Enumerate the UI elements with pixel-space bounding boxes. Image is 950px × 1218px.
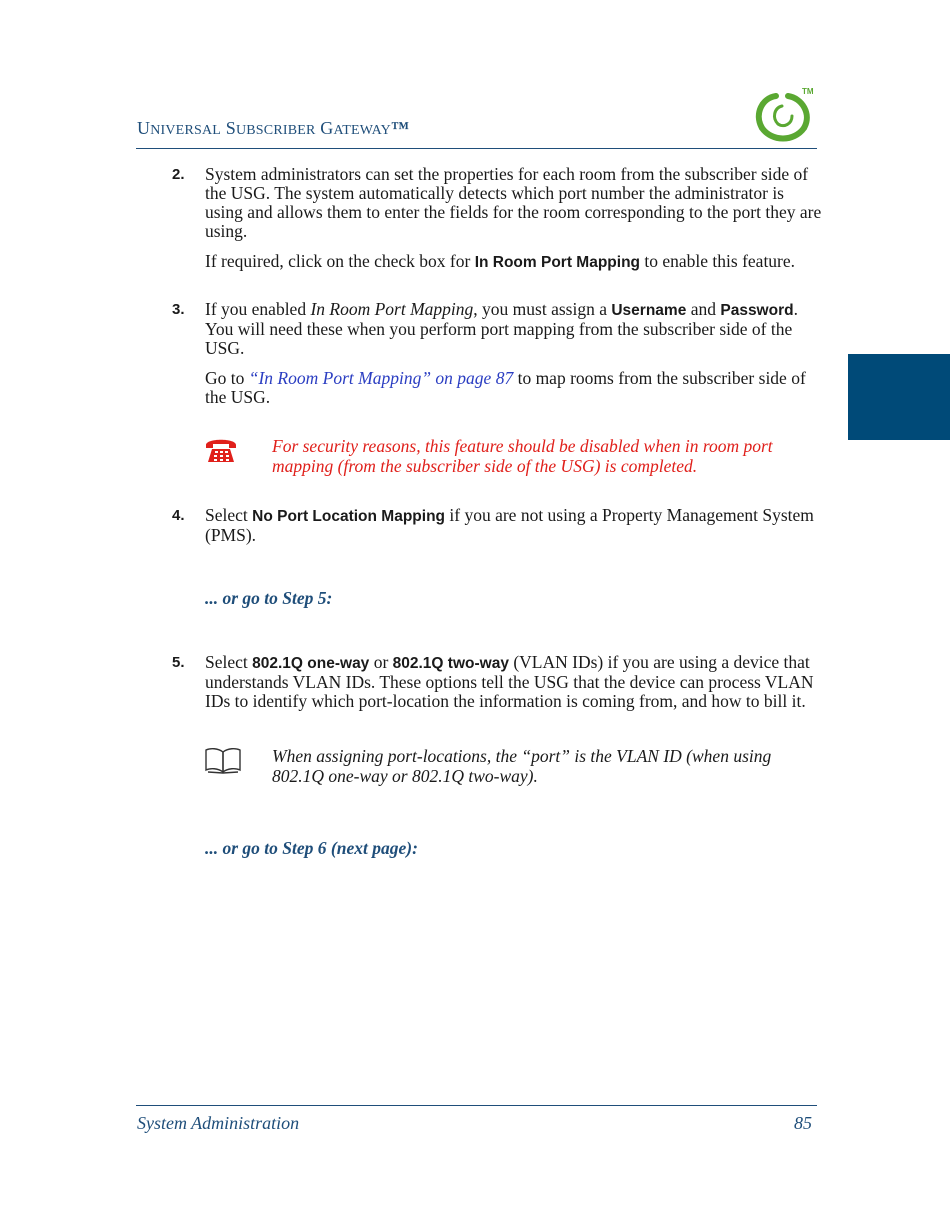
step-paragraph (205, 165, 822, 241)
ui-label-8021q-one-way: 802.1Q one-way (252, 655, 370, 672)
goto-step-6-link[interactable]: ... or go to Step 6 (next page): (205, 838, 418, 858)
step-paragraph (205, 300, 822, 358)
step-number: 2. (172, 166, 185, 183)
feature-name-italic: In Room Port Mapping (310, 299, 474, 319)
ui-label-no-port-location-mapping: No Port Location Mapping (252, 508, 446, 525)
step-paragraph (205, 252, 822, 272)
header-word-1-initial: U (137, 118, 151, 138)
goto-step-5-link[interactable]: ... or go to Step 5: (205, 588, 333, 608)
step-4 (172, 506, 822, 556)
ui-label-8021q-two-way: 802.1Q two-way (392, 655, 509, 672)
warning-text: For security reasons, this feature should be disabled when in room port mapping (from the subscriber side of the USG) is completed. (272, 436, 773, 476)
step-4-text: Select (205, 505, 253, 525)
step-paragraph (205, 506, 822, 545)
step-5-text: or (369, 652, 393, 672)
step-3-text: and (686, 299, 721, 319)
logo-tm-mark: TM (802, 87, 814, 96)
info-text: When assigning port-locations, the “port” is the VLAN ID (when using 802.1Q one-way or 802.1Q two-way). (272, 746, 772, 786)
step-2 (172, 165, 822, 283)
step-5-text: Select (205, 652, 253, 672)
open-book-icon (204, 746, 242, 779)
step-paragraph (205, 369, 822, 407)
ui-label-password: Password (720, 302, 794, 319)
step-2-text-after: to enable this feature. (640, 251, 796, 271)
step-3-text: Go to (205, 368, 249, 388)
info-note (204, 746, 824, 786)
footer-rule (136, 1105, 817, 1106)
header-word-1-rest: NIVERSAL (150, 123, 222, 138)
step-2-text-before: If required, click on the check box for (205, 251, 475, 271)
step-5-text: (VLAN IDs) if you are using a device that understands VLAN IDs. These options tell the USG that the device can process VLAN IDs to identify which port-location the information is coming from, and how to bill it. (205, 652, 814, 711)
swirl-logo-icon (748, 84, 820, 146)
cross-reference-link[interactable]: “In Room Port Mapping” on page 87 (248, 368, 514, 388)
step-3-text: , you must assign a (473, 299, 612, 319)
step-number: 3. (172, 301, 185, 318)
step-2-text: System administrators can set the properties for each room from the subscriber side of the USG. The system automatically detects which port number the administrator is using and allows them to enter the fields for the room corresponding to the port they are using. (205, 164, 822, 241)
footer-page-number: 85 (794, 1113, 812, 1133)
step-number: 5. (172, 654, 185, 671)
security-warning-note (204, 436, 824, 476)
step-3-text: to map rooms from the subscriber side of the USG. (205, 368, 806, 407)
footer-section-title: System Administration (137, 1113, 300, 1133)
header-rule (136, 148, 817, 149)
telephone-icon (204, 436, 238, 469)
company-logo (748, 84, 820, 146)
chapter-side-tab (848, 354, 950, 440)
ui-label-username: Username (611, 302, 687, 319)
step-paragraph (205, 653, 822, 711)
running-header-title (137, 118, 409, 139)
step-3 (172, 300, 822, 418)
step-number: 4. (172, 507, 185, 524)
header-word-3-rest: ATEWAY (333, 123, 391, 138)
header-word-3-initial: G (315, 118, 334, 138)
step-3-text: If you enabled (205, 299, 311, 319)
header-word-2-rest: UBSCRIBER (235, 123, 316, 138)
header-word-2-initial: S (221, 118, 236, 138)
header-trademark: ™ (390, 118, 410, 138)
ui-label-in-room-port-mapping: In Room Port Mapping (474, 254, 641, 271)
step-4-text: if you are not using a Property Management System (PMS). (205, 505, 814, 545)
step-5 (172, 653, 822, 722)
step-3-text: . You will need these when you perform port mapping from the subscriber side of the USG. (205, 299, 798, 358)
